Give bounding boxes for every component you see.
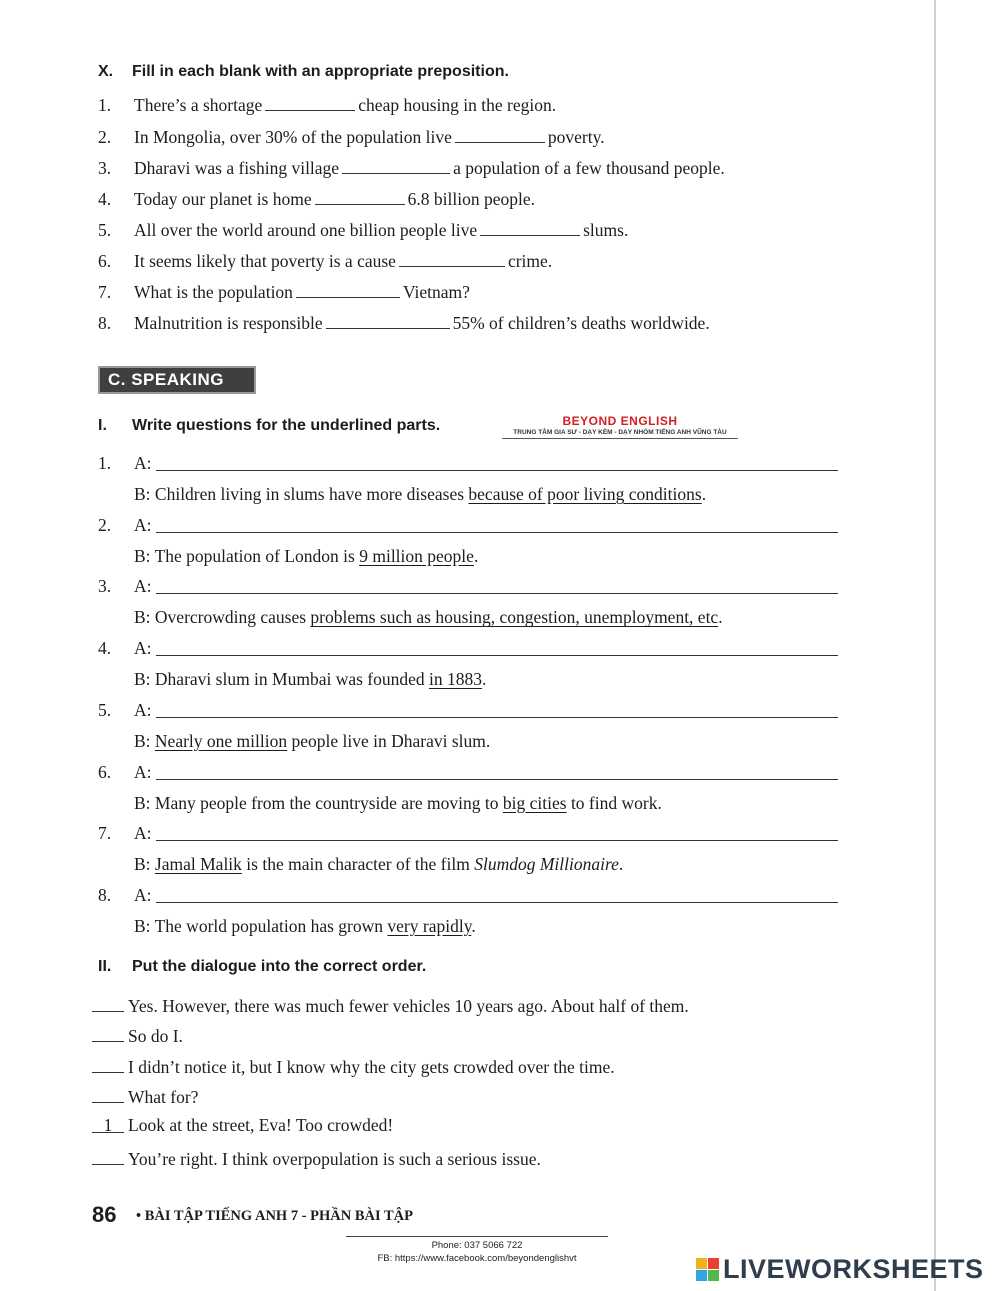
a-label: A:: [134, 576, 152, 597]
dialogue-text: What for?: [128, 1087, 199, 1107]
question-answer-line[interactable]: [156, 717, 838, 718]
b-sentence: [134, 792, 662, 814]
section-ii-instruction: Put the dialogue into the correct order.: [132, 958, 427, 975]
contact-info: [346, 1236, 608, 1265]
sentence-end: poverty.: [547, 127, 605, 147]
underlined-part: 9 million people: [359, 545, 474, 566]
page-number: 86: [92, 1202, 117, 1227]
b-text: B:: [134, 730, 155, 751]
b-text: .: [718, 607, 723, 628]
item-number: 1.: [98, 453, 112, 473]
b-text: B: Many people from the countryside are moving to: [134, 792, 503, 813]
underlined-part: Jamal Malik: [154, 854, 242, 875]
dialogue-line: [92, 1023, 183, 1047]
sentence-start: In Mongolia, over 30% of the population live: [134, 127, 452, 147]
b-sentence: [134, 730, 490, 752]
item-sentence: [134, 250, 552, 272]
item-number: 3.: [98, 576, 112, 597]
liveworksheets-watermark: [696, 1254, 984, 1285]
dialogue-text: So do I.: [128, 1026, 183, 1046]
b-sentence: [134, 853, 623, 875]
b-text: .: [471, 915, 476, 936]
item-sentence: [134, 219, 628, 241]
b-text: B:: [134, 854, 155, 875]
item-number: 3.: [98, 158, 112, 178]
answer-blank[interactable]: [326, 314, 450, 329]
question-answer-line[interactable]: [156, 470, 838, 471]
order-blank[interactable]: 1: [92, 1114, 124, 1133]
answer-blank[interactable]: [399, 252, 505, 267]
b-sentence: [134, 545, 478, 567]
item-number: 2.: [98, 514, 112, 535]
sentence-end: slums.: [583, 220, 629, 240]
item-number: 4.: [98, 189, 112, 209]
dialogue-text: Yes. However, there was much fewer vehicles 10 years ago. About half of them.: [128, 996, 689, 1016]
b-text: B: The population of London is: [134, 545, 360, 566]
b-text: B: The world population has grown: [134, 915, 388, 936]
logo-square-4: [708, 1270, 719, 1281]
logo-square-3: [696, 1270, 707, 1281]
dialogue-line: [92, 1054, 615, 1078]
a-label: A:: [134, 884, 152, 905]
item-sentence: [134, 126, 605, 148]
liveworksheets-logo-icon: [696, 1258, 719, 1281]
item-number: 8.: [98, 313, 112, 333]
sentence-end: 6.8 billion people.: [407, 189, 535, 209]
sentence-end: crime.: [507, 251, 553, 271]
underlined-part: in 1883: [429, 669, 483, 690]
b-text: people live in Dharavi slum.: [287, 730, 491, 751]
item-number: 6.: [98, 761, 112, 782]
item-number: 7.: [98, 823, 112, 844]
item-number: 1.: [98, 95, 112, 115]
b-text: is the main character of the film: [241, 854, 475, 875]
liveworksheets-text: LIVEWORKSHEETS: [723, 1254, 984, 1284]
question-answer-line[interactable]: [156, 902, 838, 903]
sentence-end: cheap housing in the region.: [358, 95, 557, 115]
answer-blank[interactable]: [342, 159, 450, 174]
b-text: to find work.: [566, 792, 662, 813]
dialogue-line: [92, 1146, 541, 1170]
b-text: B: Children living in slums have more diseases: [134, 484, 469, 504]
contact-facebook: FB: https://www.facebook.com/beyondenglishvt: [377, 1253, 577, 1264]
brand-title: BEYOND ENGLISH: [562, 414, 678, 428]
item-sentence: [134, 188, 535, 210]
dialogue-text: Look at the street, Eva! Too crowded!: [128, 1115, 394, 1135]
order-blank[interactable]: [92, 1023, 124, 1042]
order-blank[interactable]: [92, 1054, 124, 1073]
dialogue-line: [92, 1084, 198, 1108]
speaking-banner: C. SPEAKING: [98, 366, 256, 394]
item-number: 8.: [98, 884, 112, 905]
question-answer-line[interactable]: [156, 840, 838, 841]
answer-blank[interactable]: [296, 283, 400, 298]
logo-square-2: [708, 1258, 719, 1269]
answer-blank[interactable]: [455, 128, 545, 143]
sentence-start: What is the population: [134, 282, 293, 302]
section-i-instruction: Write questions for the underlined parts.: [132, 417, 441, 434]
order-blank[interactable]: [92, 993, 124, 1012]
book-title: • BÀI TẬP TIẾNG ANH 7 - PHẦN BÀI TẬP: [136, 1208, 414, 1224]
a-label: A:: [134, 453, 152, 473]
underlined-part: problems such as housing, congestion, unemployment, etc: [310, 607, 719, 628]
sentence-end: a population of a few thousand people.: [453, 158, 725, 178]
section-x-instruction: Fill in each blank with an appropriate preposition.: [132, 63, 509, 80]
dialogue-line: [92, 993, 689, 1017]
question-answer-line[interactable]: [156, 779, 838, 780]
b-text: B: Overcrowding causes: [134, 607, 311, 628]
b-text: .: [482, 669, 487, 690]
b-text: B: Dharavi slum in Mumbai was founded: [134, 669, 430, 690]
item-sentence: [134, 157, 725, 179]
brand-stamp: [502, 414, 738, 439]
item-sentence: [134, 94, 556, 116]
sentence-end: Vietnam?: [402, 282, 470, 302]
sentence-start: Today our planet is home: [134, 189, 312, 209]
answer-blank[interactable]: [480, 221, 580, 236]
b-sentence: [134, 915, 476, 937]
brand-subtitle: TRUNG TÂM GIA SƯ - DẠY KÈM - DẠY NHÓM TIẾNG ANH VŨNG TÀU: [502, 429, 738, 439]
film-title: Slumdog Millionaire: [474, 854, 619, 875]
section-ii-label: II.: [98, 958, 112, 975]
a-label: A:: [134, 699, 152, 720]
b-sentence: [134, 483, 706, 505]
order-blank[interactable]: [92, 1146, 124, 1165]
order-blank[interactable]: [92, 1084, 124, 1103]
question-answer-line[interactable]: [156, 655, 838, 656]
sentence-start: All over the world around one billion people live: [134, 220, 478, 240]
item-number: 5.: [98, 220, 112, 240]
sentence-start: Malnutrition is responsible: [134, 313, 323, 333]
page-edge: [934, 0, 936, 1291]
sentence-end: 55% of children’s deaths worldwide.: [452, 313, 710, 333]
underlined-part: very rapidly: [387, 915, 472, 936]
item-number: 2.: [98, 127, 112, 147]
logo-square-1: [696, 1258, 707, 1269]
item-number: 5.: [98, 699, 112, 720]
a-label: A:: [134, 761, 152, 782]
item-sentence: [134, 281, 470, 303]
b-text: .: [473, 545, 479, 566]
b-text: .: [701, 484, 707, 504]
dialogue-text: You’re right. I think overpopulation is such a serious issue.: [128, 1149, 541, 1169]
underlined-part: because of poor living conditions: [468, 484, 702, 504]
b-sentence: [134, 668, 486, 690]
b-text: .: [618, 854, 624, 875]
a-label: A:: [134, 638, 152, 659]
dialogue-text: I didn’t notice it, but I know why the city gets crowded over the time.: [128, 1057, 615, 1077]
section-x-label: X.: [98, 63, 114, 80]
item-number: 6.: [98, 251, 112, 271]
question-answer-line[interactable]: [156, 593, 838, 594]
answer-blank[interactable]: [265, 96, 355, 111]
sentence-start: There’s a shortage: [134, 95, 263, 115]
answer-blank[interactable]: [315, 190, 405, 205]
a-label: A:: [134, 514, 152, 535]
item-number: 4.: [98, 638, 112, 659]
item-sentence: [134, 312, 710, 334]
sentence-start: Dharavi was a fishing village: [134, 158, 340, 178]
item-number: 7.: [98, 282, 112, 302]
underlined-part: big cities: [502, 792, 567, 813]
section-i-label: I.: [98, 417, 107, 434]
question-answer-line[interactable]: [156, 532, 838, 533]
underlined-part: Nearly one million: [154, 730, 288, 751]
sentence-start: It seems likely that poverty is a cause: [134, 251, 396, 271]
b-sentence: [134, 606, 723, 628]
dialogue-line: [92, 1114, 393, 1136]
a-label: A:: [134, 823, 152, 844]
contact-phone: Phone: 037 5066 722: [431, 1240, 523, 1251]
